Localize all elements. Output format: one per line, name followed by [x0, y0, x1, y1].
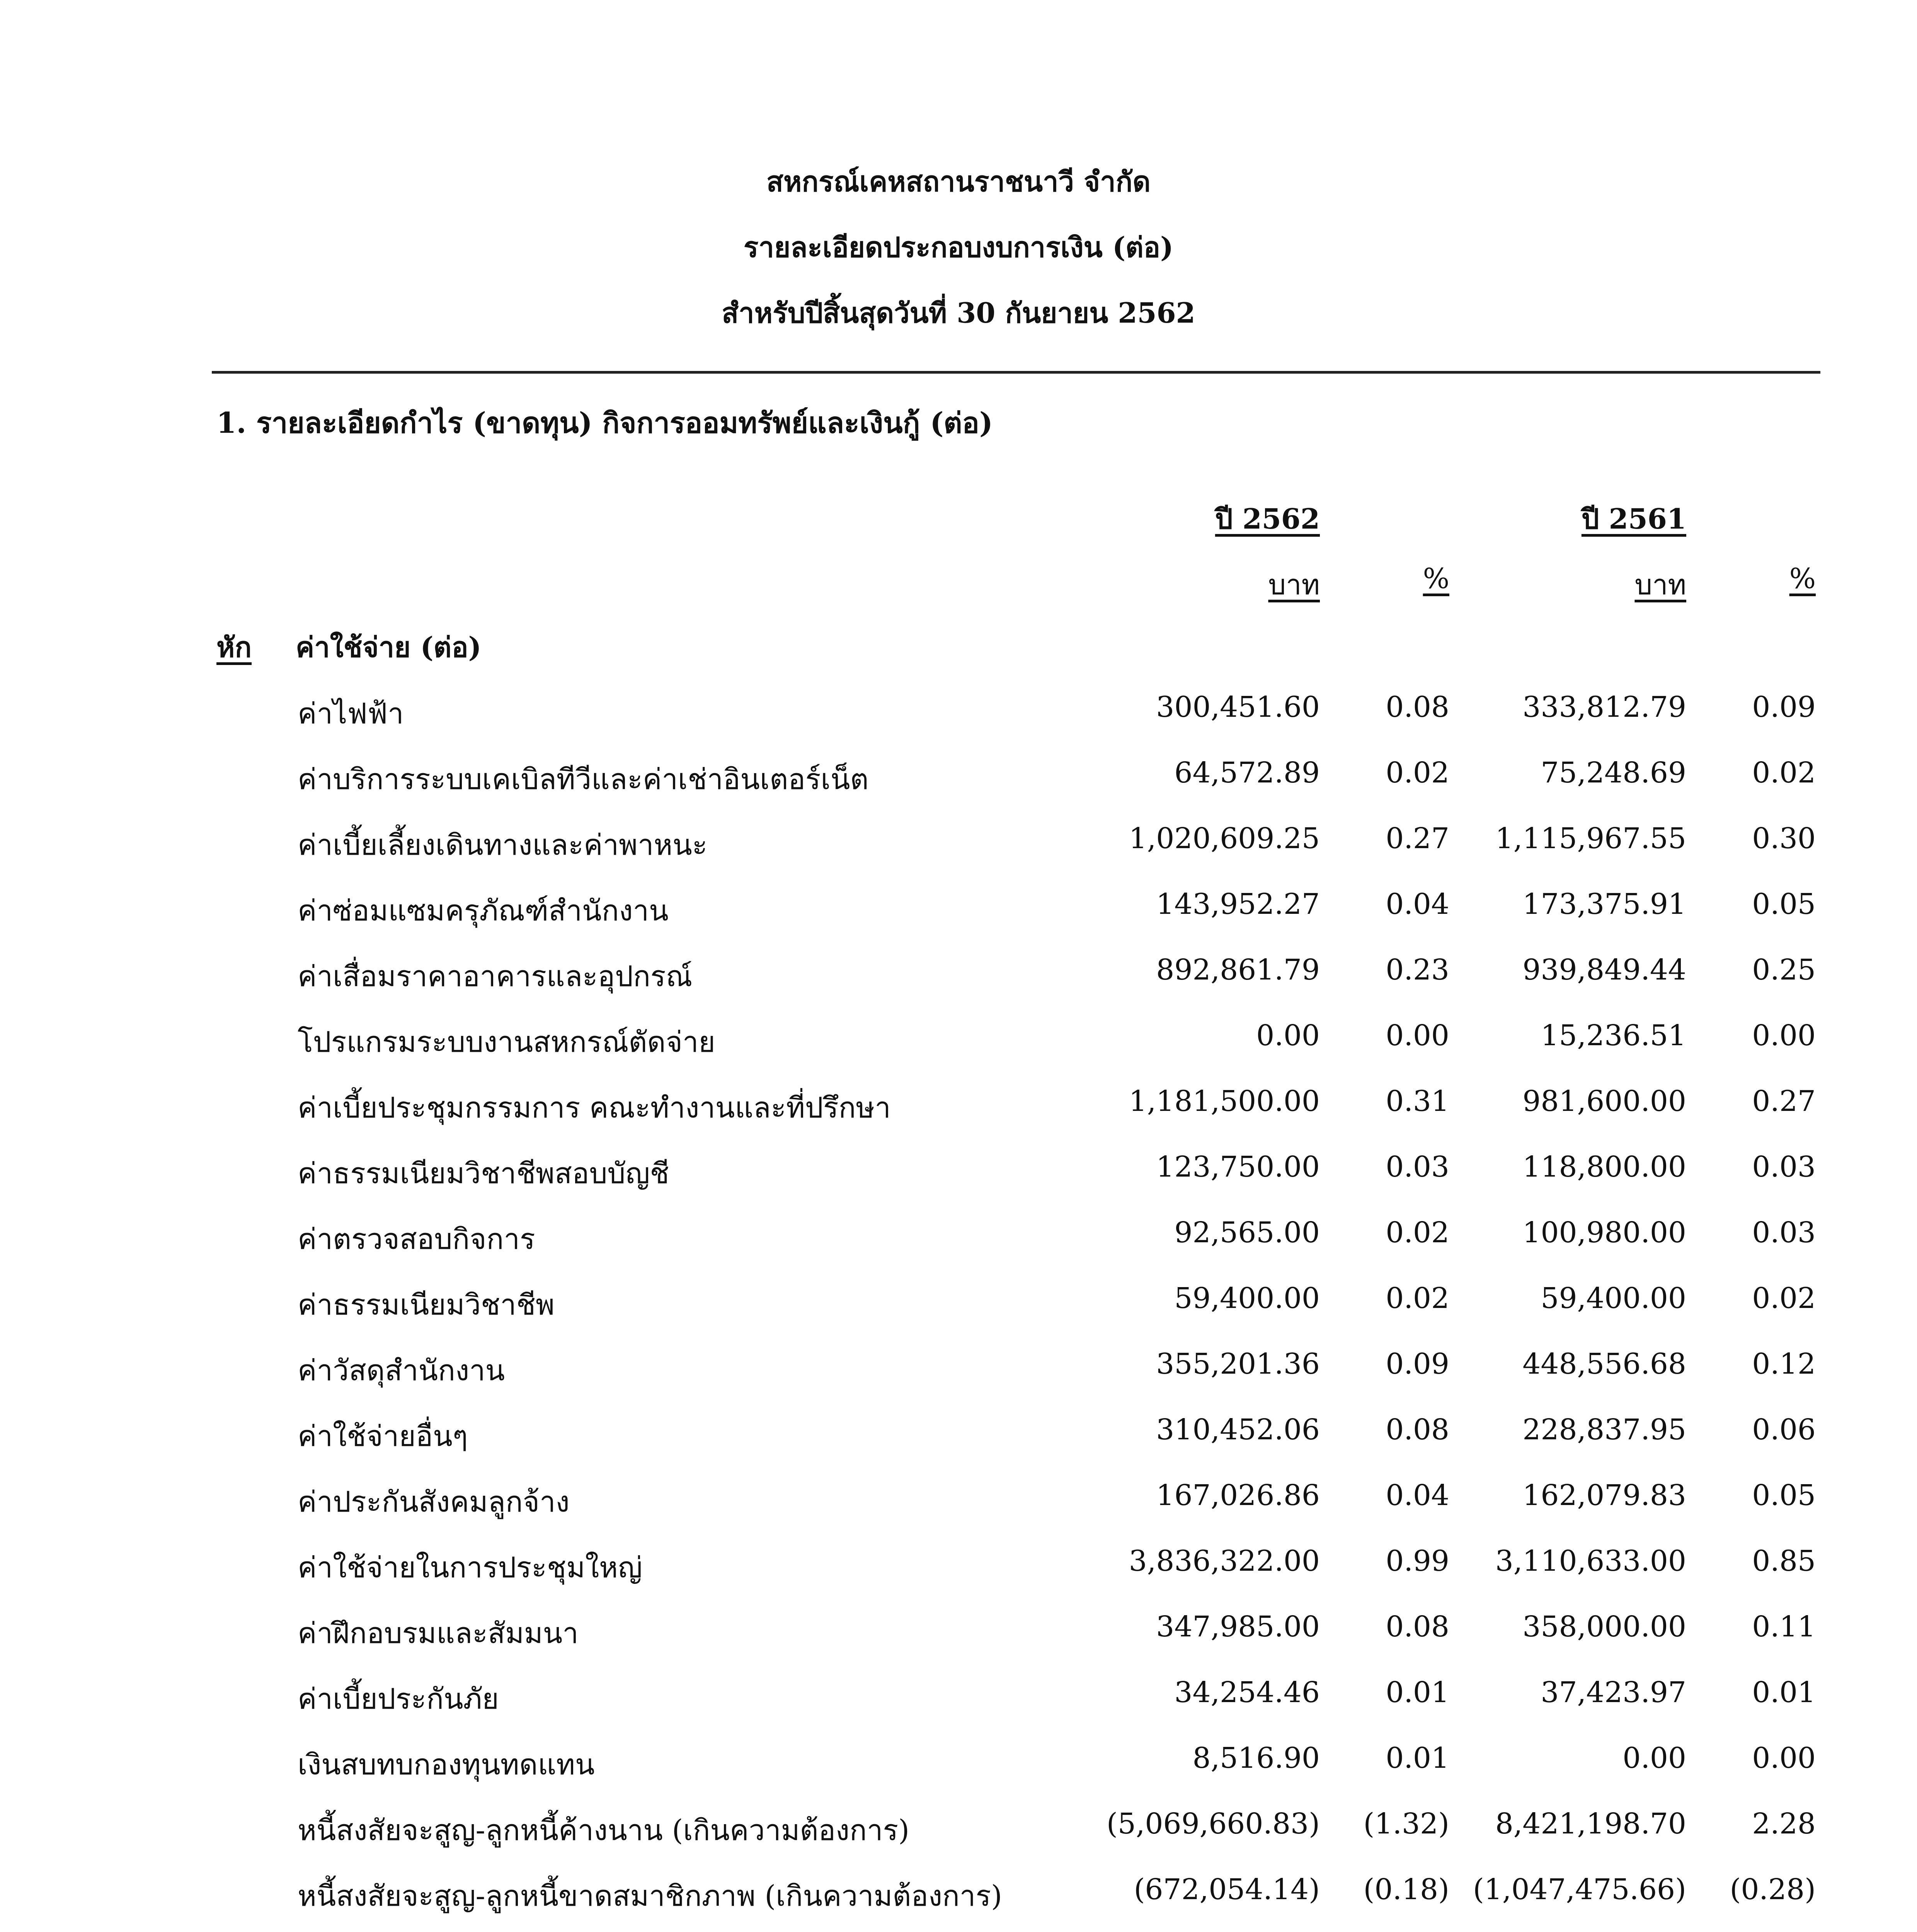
- amount-2561-pct: 0.05: [1752, 888, 1816, 921]
- expense-item-label: หนี้สงสัยจะสูญ-ลูกหนี้ขาดสมาชิกภาพ (เกินความต้องการ): [298, 1879, 1002, 1913]
- table-row: [0, 822, 1917, 888]
- amount-2561-baht: 100,980.00: [1522, 1216, 1686, 1249]
- amount-2561-baht: 118,800.00: [1522, 1150, 1686, 1184]
- amount-2561-baht: (1,047,475.66): [1473, 1873, 1686, 1906]
- amount-2562-baht: 64,572.89: [1174, 756, 1320, 789]
- amount-2562-baht: 892,861.79: [1156, 953, 1320, 986]
- column-unit-baht-2562: บาท: [1268, 568, 1320, 601]
- expense-item-label: หนี้สงสัยจะสูญ-ลูกหนี้ค้างนาน (เกินความต้องการ): [298, 1814, 910, 1847]
- amount-2562-pct: 0.04: [1386, 888, 1449, 921]
- amount-2562-baht: 59,400.00: [1174, 1282, 1320, 1315]
- column-unit-baht-2561: บาท: [1634, 568, 1686, 601]
- amount-2561-pct: 0.12: [1752, 1347, 1816, 1381]
- section-title: 1. รายละเอียดกำไร (ขาดทุน) กิจการออมทรัพย์และเงินกู้ (ต่อ): [216, 406, 993, 440]
- table-row: [0, 690, 1917, 756]
- amount-2561-baht: 15,236.51: [1541, 1019, 1686, 1052]
- amount-2562-baht: 3,836,322.00: [1129, 1544, 1320, 1578]
- column-percent-2561: %: [1789, 562, 1816, 595]
- amount-2561-baht: 3,110,633.00: [1495, 1544, 1686, 1578]
- cooperative-name: สหกรณ์เคหสถานราชนาวี จำกัด: [766, 165, 1151, 198]
- amount-2562-baht: 300,451.60: [1156, 690, 1320, 724]
- amount-2561-pct: 0.00: [1752, 1019, 1816, 1052]
- amount-2562-pct: 0.01: [1386, 1676, 1449, 1709]
- amount-2561-baht: 173,375.91: [1522, 888, 1686, 921]
- amount-2562-pct: 0.02: [1386, 756, 1449, 789]
- amount-2561-pct: (0.28): [1730, 1873, 1816, 1906]
- table-row: [0, 1216, 1917, 1282]
- amount-2562-baht: (5,069,660.83): [1106, 1807, 1320, 1840]
- amount-2561-baht: 228,837.95: [1522, 1413, 1686, 1446]
- table-row: [0, 1676, 1917, 1742]
- expense-item-label: ค่าบริการระบบเคเบิลทีวีและค่าเช่าอินเตอร์เน็ต: [298, 763, 869, 796]
- amount-2562-pct: (0.18): [1363, 1873, 1449, 1906]
- table-row: [0, 1807, 1917, 1873]
- amount-2562-pct: 0.09: [1386, 1347, 1449, 1381]
- amount-2561-pct: 0.27: [1752, 1085, 1816, 1118]
- column-header-year-2561: ปี 2561: [1581, 502, 1686, 535]
- expense-item-label: ค่าเบี้ยประกันภัย: [298, 1682, 499, 1716]
- expense-item-label: ค่าประกันสังคมลูกจ้าง: [298, 1485, 570, 1519]
- amount-2562-baht: 1,181,500.00: [1129, 1085, 1320, 1118]
- amount-2562-baht: 1,020,609.25: [1129, 822, 1320, 855]
- amount-2562-baht: 167,026.86: [1156, 1479, 1320, 1512]
- table-row: [0, 1479, 1917, 1544]
- amount-2562-baht: 310,452.06: [1156, 1413, 1320, 1446]
- amount-2561-pct: 0.03: [1752, 1150, 1816, 1184]
- amount-2562-baht: (672,054.14): [1134, 1873, 1320, 1906]
- expense-item-label: ค่าเสื่อมราคาอาคารและอุปกรณ์: [298, 960, 693, 993]
- column-percent-2562: %: [1423, 562, 1449, 595]
- table-row: [0, 1282, 1917, 1347]
- amount-2562-pct: 0.23: [1386, 953, 1449, 986]
- amount-2561-baht: 1,115,967.55: [1495, 822, 1686, 855]
- amount-2561-baht: 358,000.00: [1522, 1610, 1686, 1643]
- report-title: รายละเอียดประกอบงบการเงิน (ต่อ): [743, 231, 1174, 264]
- table-row: [0, 888, 1917, 953]
- amount-2561-baht: 0.00: [1622, 1742, 1686, 1775]
- amount-2562-pct: 0.99: [1386, 1544, 1449, 1578]
- less-label: หัก: [216, 631, 252, 663]
- amount-2562-baht: 143,952.27: [1156, 888, 1320, 921]
- amount-2561-pct: 0.11: [1752, 1610, 1816, 1643]
- amount-2561-baht: 448,556.68: [1522, 1347, 1686, 1381]
- amount-2561-pct: 0.05: [1752, 1479, 1816, 1512]
- expense-item-label: ค่าตรวจสอบกิจการ: [298, 1223, 535, 1256]
- expense-group-label: ค่าใช้จ่าย (ต่อ): [296, 631, 482, 663]
- amount-2561-pct: 0.30: [1752, 822, 1816, 855]
- expense-item-label: ค่าไฟฟ้า: [298, 697, 404, 730]
- column-header-year-2562: ปี 2562: [1215, 502, 1320, 535]
- table-row: [0, 756, 1917, 822]
- expense-item-label: ค่าใช้จ่ายอื่นๆ: [298, 1420, 468, 1453]
- amount-2561-baht: 37,423.97: [1541, 1676, 1686, 1709]
- amount-2561-baht: 162,079.83: [1522, 1479, 1686, 1512]
- header-divider: [212, 371, 1820, 374]
- table-row: [0, 1085, 1917, 1150]
- expense-item-label: เงินสบทบกองทุนทดแทน: [298, 1748, 595, 1781]
- amount-2562-pct: 0.08: [1386, 1610, 1449, 1643]
- amount-2561-baht: 75,248.69: [1541, 756, 1686, 789]
- table-row: [0, 1742, 1917, 1807]
- amount-2561-baht: 333,812.79: [1522, 690, 1686, 724]
- amount-2561-baht: 981,600.00: [1522, 1085, 1686, 1118]
- amount-2562-baht: 34,254.46: [1174, 1676, 1320, 1709]
- expense-item-label: ค่าธรรมเนียมวิชาชีพสอบบัญชี: [298, 1157, 669, 1190]
- amount-2561-pct: 0.02: [1752, 1282, 1816, 1315]
- amount-2562-baht: 355,201.36: [1156, 1347, 1320, 1381]
- expense-item-label: ค่าธรรมเนียมวิชาชีพ: [298, 1288, 555, 1321]
- amount-2562-baht: 92,565.00: [1174, 1216, 1320, 1249]
- amount-2561-pct: 0.03: [1752, 1216, 1816, 1249]
- table-row: [0, 1544, 1917, 1610]
- amount-2562-pct: 0.31: [1386, 1085, 1449, 1118]
- amount-2561-pct: 0.09: [1752, 690, 1816, 724]
- amount-2561-pct: 0.25: [1752, 953, 1816, 986]
- report-period: สำหรับปีสิ้นสุดวันที่ 30 กันยายน 2562: [722, 296, 1195, 329]
- amount-2562-pct: 0.08: [1386, 1413, 1449, 1446]
- amount-2562-pct: 0.08: [1386, 690, 1449, 724]
- amount-2561-pct: 0.00: [1752, 1742, 1816, 1775]
- table-row: [0, 1019, 1917, 1085]
- amount-2562-pct: 0.04: [1386, 1479, 1449, 1512]
- amount-2562-pct: 0.03: [1386, 1150, 1449, 1184]
- table-row: [0, 1413, 1917, 1479]
- expense-item-label: ค่าเบี้ยเลี้ยงเดินทางและค่าพาหนะ: [298, 828, 708, 862]
- table-row: [0, 1150, 1917, 1216]
- expense-item-label: โปรแกรมระบบงานสหกรณ์ตัดจ่าย: [298, 1026, 715, 1059]
- amount-2561-baht: 939,849.44: [1522, 953, 1686, 986]
- amount-2561-pct: 2.28: [1752, 1807, 1816, 1840]
- amount-2562-baht: 8,516.90: [1192, 1742, 1320, 1775]
- amount-2561-baht: 59,400.00: [1541, 1282, 1686, 1315]
- amount-2562-pct: 0.02: [1386, 1282, 1449, 1315]
- expense-item-label: ค่าฝึกอบรมและสัมมนา: [298, 1617, 579, 1650]
- table-row: [0, 1873, 1917, 1932]
- amount-2562-baht: 123,750.00: [1156, 1150, 1320, 1184]
- expense-item-label: ค่าซ่อมแซมครุภัณฑ์สำนักงาน: [298, 894, 669, 927]
- amount-2561-pct: 0.02: [1752, 756, 1816, 789]
- amount-2562-baht: 0.00: [1256, 1019, 1320, 1052]
- amount-2562-pct: 0.02: [1386, 1216, 1449, 1249]
- amount-2561-pct: 0.01: [1752, 1676, 1816, 1709]
- amount-2562-pct: 0.01: [1386, 1742, 1449, 1775]
- table-row: [0, 1347, 1917, 1413]
- table-row: [0, 1610, 1917, 1676]
- amount-2562-pct: 0.00: [1386, 1019, 1449, 1052]
- amount-2561-pct: 0.85: [1752, 1544, 1816, 1578]
- amount-2562-pct: 0.27: [1386, 822, 1449, 855]
- expense-item-label: ค่าเบี้ยประชุมกรรมการ คณะทำงานและที่ปรึกษา: [298, 1091, 891, 1124]
- expense-item-label: ค่าวัสดุสำนักงาน: [298, 1354, 505, 1387]
- expense-item-label: ค่าใช้จ่ายในการประชุมใหญ่: [298, 1551, 642, 1584]
- amount-2561-pct: 0.06: [1752, 1413, 1816, 1446]
- amount-2562-baht: 347,985.00: [1156, 1610, 1320, 1643]
- amount-2561-baht: 8,421,198.70: [1495, 1807, 1686, 1840]
- amount-2562-pct: (1.32): [1363, 1807, 1449, 1840]
- table-row: [0, 953, 1917, 1019]
